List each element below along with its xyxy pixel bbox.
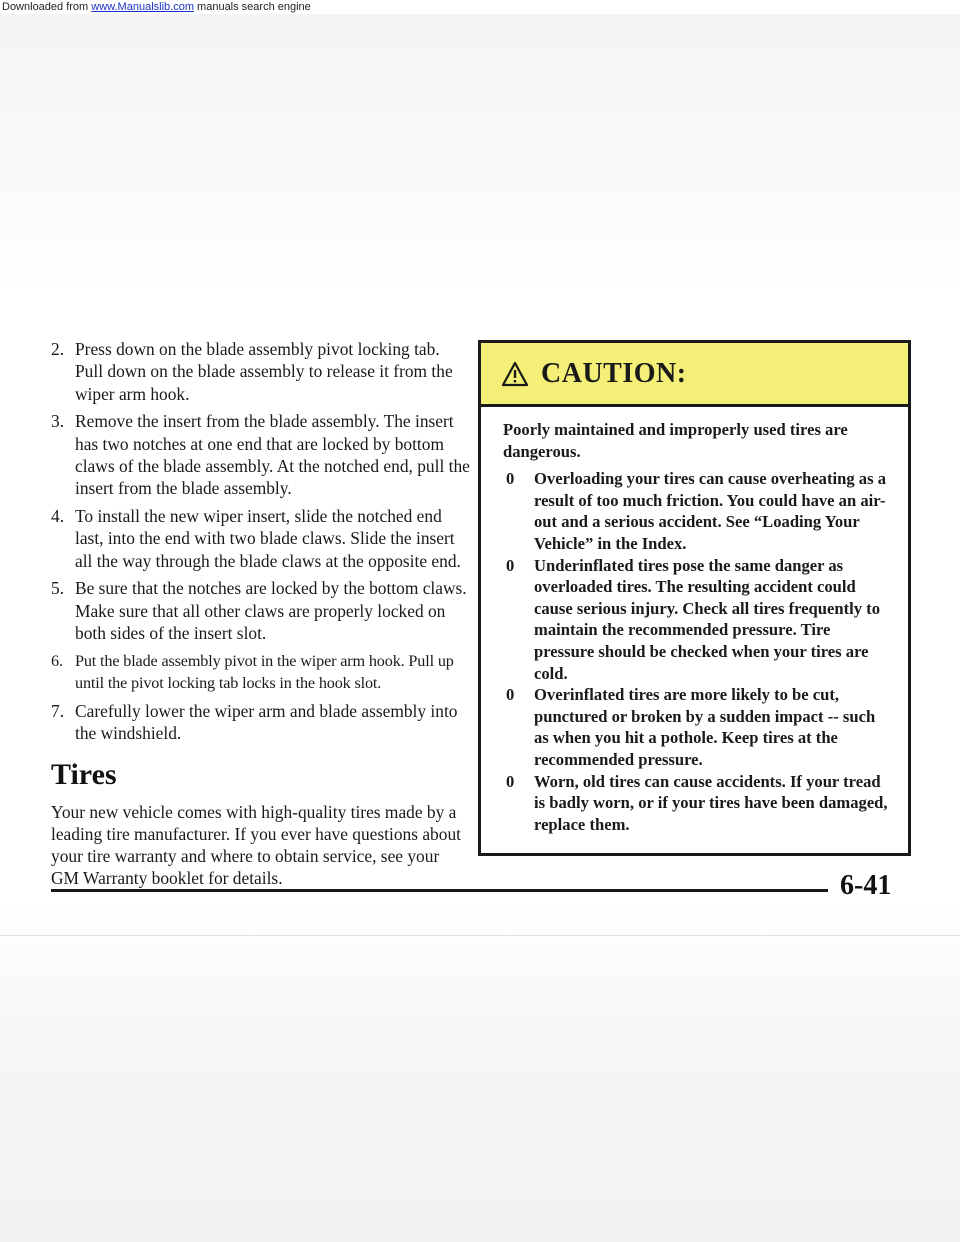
- caution-body: [481, 407, 908, 835]
- tires-intro-paragraph: Your new vehicle comes with high-quality tires made by a leading tire manufacturer. If you ever have questions about your tire warranty and where to obtain service, see your GM Warranty booklet for details.: [51, 801, 461, 889]
- step-text: Put the blade assembly pivot in the wiper arm hook. Pull up until the pivot locking tab locks in the hook slot.: [75, 651, 454, 693]
- step-number: 7.: [51, 700, 65, 721]
- tires-section-title: Tires: [51, 757, 117, 791]
- step-item: [51, 577, 471, 644]
- caution-header: [481, 343, 908, 407]
- left-column: [51, 338, 471, 890]
- wiper-steps-list: [51, 338, 471, 745]
- bullet-marker: 0: [506, 469, 515, 489]
- step-text: To install the new wiper insert, slide the notched end last, into the end with two blade claws. Slide the insert all the way through the blade claws at the opposite end.: [75, 506, 461, 571]
- step-number: 3.: [51, 411, 65, 432]
- step-item: [51, 410, 471, 499]
- step-number: 6.: [51, 651, 63, 670]
- bullet-marker: 0: [506, 555, 515, 575]
- step-item: [51, 650, 471, 695]
- download-header: [0, 0, 960, 14]
- bullet-marker: 0: [506, 685, 515, 705]
- step-number: 2.: [51, 339, 65, 359]
- footer-rule: [51, 889, 828, 892]
- bullet-marker: 0: [506, 771, 515, 791]
- step-item: [51, 700, 471, 745]
- page-number: 6-41: [840, 870, 892, 901]
- bullet-text: Overloading your tires can cause overheating as a result of too much friction. You could have an air-out and a serious accident. See “Loading Your Vehicle” in the Index.: [534, 469, 886, 553]
- manualslib-link[interactable]: www.Manualslib.com: [91, 1, 194, 13]
- warning-triangle-icon: [501, 361, 529, 387]
- caution-intro: Poorly maintained and improperly used tires are dangerous.: [503, 420, 848, 461]
- step-text: Be sure that the notches are locked by the bottom claws. Make sure that all other claws are properly locked on both sides of the insert slot.: [75, 578, 467, 644]
- step-text: Press down on the blade assembly pivot locking tab. Pull down on the blade assembly to release it from the wiper arm hook.: [75, 339, 453, 404]
- bullet-text: Overinflated tires are more likely to be cut, punctured or broken by a sudden impact -- such as when you hit a pothole. Keep tires at the recommended pressure.: [534, 685, 876, 769]
- scan-background-bottom: [0, 905, 960, 1242]
- step-number: 5.: [51, 578, 65, 599]
- step-item: [51, 338, 471, 405]
- caution-bullet-list: [503, 468, 888, 835]
- step-number: 4.: [51, 506, 65, 527]
- header-suffix: manuals search engine: [197, 1, 311, 13]
- caution-bullet: [503, 468, 888, 554]
- caution-box: [478, 340, 911, 856]
- step-text: Remove the insert from the blade assembly. The insert has two notches at one end that are locked by bottom claws of the blade assembly. At the notched end, pull the insert from the blade assembly.: [75, 411, 470, 499]
- caution-bullet: [503, 684, 888, 770]
- step-text: Carefully lower the wiper arm and blade assembly into the windshield.: [75, 700, 458, 744]
- caution-bullet: [503, 555, 888, 685]
- scan-artifact-line: [0, 935, 960, 936]
- scan-background-top: [0, 14, 960, 294]
- step-item: [51, 505, 471, 572]
- caution-bullet: [503, 771, 888, 836]
- caution-label: CAUTION:: [541, 357, 687, 389]
- bullet-text: Worn, old tires can cause accidents. If your tread is badly worn, or if your tires have been damaged, replace them.: [534, 771, 888, 834]
- header-prefix: Downloaded from: [2, 1, 89, 13]
- bullet-text: Underinflated tires pose the same danger as overloaded tires. The resulting accident could cause serious injury. Check all tires frequently to maintain the recommended pressure. Tire pressure should be checked when your tires are cold.: [534, 555, 880, 683]
